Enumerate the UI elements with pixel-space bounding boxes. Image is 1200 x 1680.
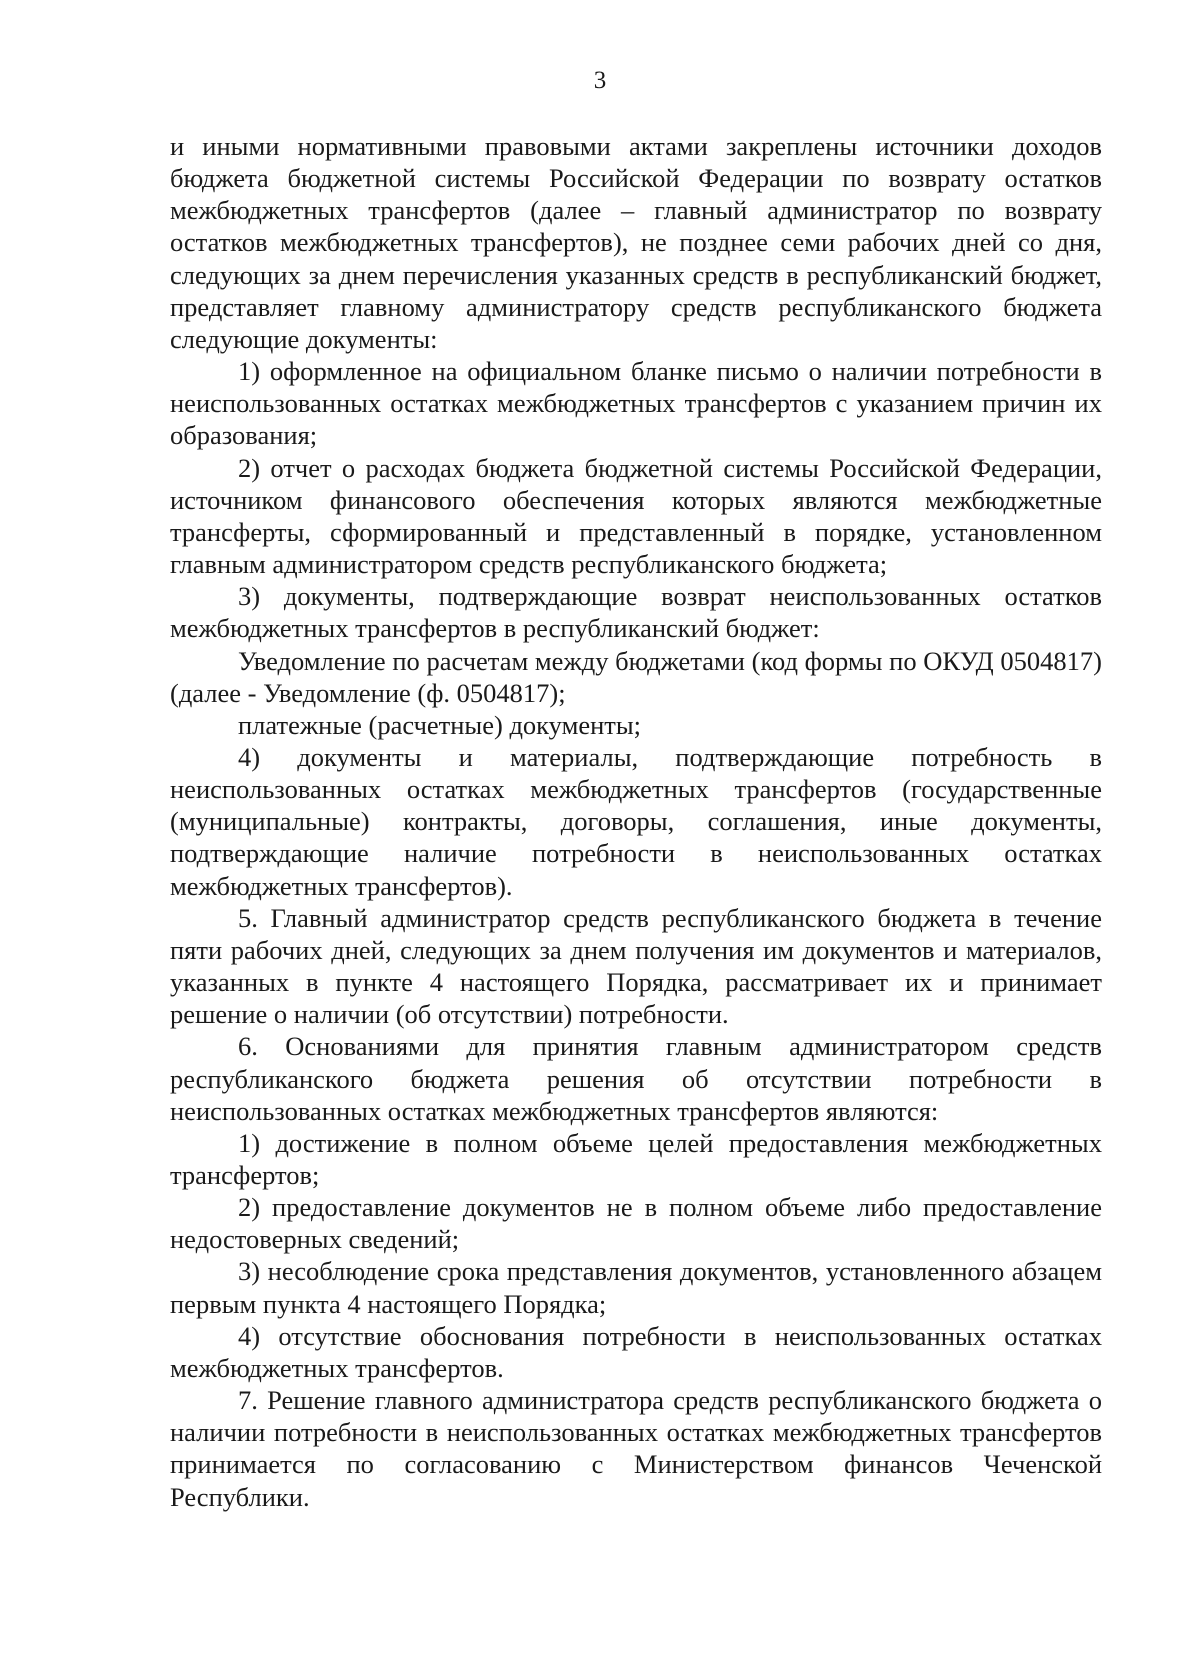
paragraph: и иными нормативными правовыми актами закреплены источники доходов бюджета бюджетной системы Российской Федерации по возврату остатков межбюджетных трансфертов (далее – главный администратор по возврату остатков межбюджетных трансфертов), не позднее семи рабочих дней со дня, следующих за днем перечисления указанных средств в республиканский бюджет, представляет главному администратору средств республиканского бюджета следующие документы: xyxy=(170,131,1102,354)
paragraph: платежные (расчетные) документы; xyxy=(238,709,642,740)
paragraph: 6. Основаниями для принятия главным администратором средств республиканского бюджета решения об отсутствии потребности в неиспользованных остатках межбюджетных трансфертов являются: xyxy=(170,1031,1102,1126)
document-body xyxy=(170,130,1102,1513)
paragraph: 4) документы и материалы, подтверждающие потребность в неиспользованных остатках межбюджетных трансфертов (государственные (муниципальные) контракты, договоры, соглашения, иные документы, подтверждающие наличие потребности в неиспользованных остатках межбюджетных трансфертов). xyxy=(170,741,1102,901)
paragraph: 2) предоставление документов не в полном объеме либо предоставление недостоверных сведений; xyxy=(170,1192,1102,1255)
paragraph: 1) достижение в полном объеме целей предоставления межбюджетных трансфертов; xyxy=(170,1127,1102,1190)
paragraph: 4) отсутствие обоснования потребности в неиспользованных остатках межбюджетных трансфертов. xyxy=(170,1320,1102,1383)
paragraph: Уведомление по расчетам между бюджетами (код формы по ОКУД 0504817) (далее - Уведомление (ф. 0504817); xyxy=(170,645,1102,708)
paragraph: 5. Главный администратор средств республиканского бюджета в течение пяти рабочих дней, следующих за днем получения им документов и материалов, указанных в пункте 4 настоящего Порядка, рассматривает их и принимает решение о наличии (об отсутствии) потребности. xyxy=(170,902,1102,1030)
page-number: 3 xyxy=(593,67,607,94)
paragraph: 7. Решение главного администратора средств республиканского бюджета о наличии потребности в неиспользованных остатках межбюджетных трансфертов принимается по согласованию с Министерством финансов Чеченской Республики. xyxy=(170,1385,1102,1512)
paragraph: 1) оформленное на официальном бланке письмо о наличии потребности в неиспользованных остатках межбюджетных трансфертов с указанием причин их образования; xyxy=(170,356,1102,451)
paragraph: 3) несоблюдение срока представления документов, установленного абзацем первым пункта 4 настоящего Порядка; xyxy=(170,1256,1102,1319)
paragraph: 3) документы, подтверждающие возврат неиспользованных остатков межбюджетных трансфертов в республиканский бюджет: xyxy=(170,581,1102,644)
paragraph: 2) отчет о расходах бюджета бюджетной системы Российской Федерации, источником финансового обеспечения которых являются межбюджетные трансферты, сформированный и представленный в порядке, установленном главным администратором средств республиканского бюджета; xyxy=(170,452,1102,580)
